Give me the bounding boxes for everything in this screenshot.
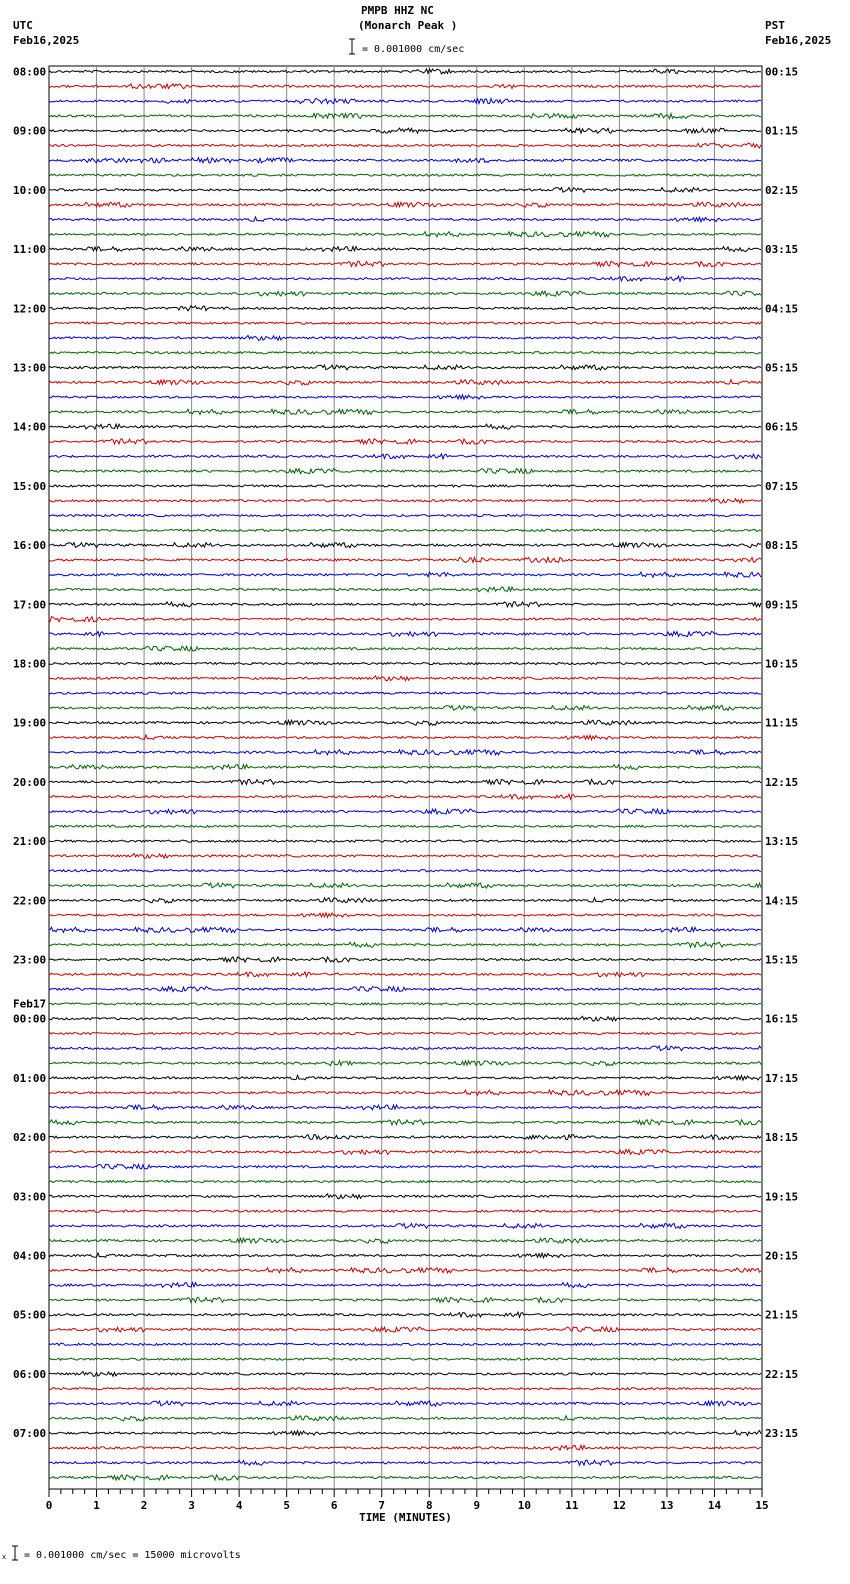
trace-54 bbox=[49, 870, 761, 872]
trace-2 bbox=[49, 99, 761, 104]
trace-35 bbox=[49, 587, 761, 592]
trace-28 bbox=[49, 485, 761, 487]
trace-67 bbox=[49, 1061, 761, 1066]
trace-93 bbox=[49, 1445, 761, 1450]
trace-4 bbox=[49, 128, 761, 133]
trace-3 bbox=[49, 113, 761, 118]
trace-73 bbox=[49, 1149, 761, 1154]
pst-label-6: 06:15 bbox=[765, 420, 799, 434]
trace-37 bbox=[49, 617, 761, 622]
pst-label-7: 07:15 bbox=[765, 479, 799, 493]
trace-61 bbox=[49, 972, 761, 977]
trace-17 bbox=[49, 322, 761, 324]
x-tick-label-15: 15 bbox=[755, 1499, 769, 1512]
trace-25 bbox=[49, 439, 761, 444]
trace-82 bbox=[49, 1283, 761, 1288]
trace-56 bbox=[49, 898, 761, 903]
trace-83 bbox=[49, 1297, 761, 1302]
trace-86 bbox=[49, 1343, 761, 1345]
trace-32 bbox=[49, 543, 761, 548]
pst-label-3: 03:15 bbox=[765, 243, 799, 257]
pst-label-4: 04:15 bbox=[765, 302, 799, 316]
pst-label-17: 17:15 bbox=[765, 1071, 799, 1085]
utc-label-14: 22:00 bbox=[13, 894, 47, 908]
trace-16 bbox=[49, 306, 761, 311]
trace-30 bbox=[49, 514, 761, 516]
trace-22 bbox=[49, 395, 761, 400]
trace-24 bbox=[49, 424, 761, 429]
trace-90 bbox=[49, 1401, 761, 1406]
x-tick-label-2: 2 bbox=[140, 1499, 148, 1512]
corner-mark: x bbox=[2, 1553, 7, 1561]
utc-label-21: 05:00 bbox=[13, 1308, 47, 1322]
pst-label-0: 00:15 bbox=[765, 65, 799, 79]
utc-label-3: 11:00 bbox=[13, 243, 47, 257]
trace-71 bbox=[49, 1120, 761, 1125]
utc-label-6: 14:00 bbox=[13, 420, 47, 434]
trace-38 bbox=[49, 631, 761, 636]
trace-91 bbox=[49, 1416, 761, 1421]
pst-label-5: 05:15 bbox=[765, 361, 799, 375]
trace-89 bbox=[49, 1388, 761, 1390]
left-date: Feb16,2025 bbox=[13, 34, 80, 47]
trace-15 bbox=[49, 291, 761, 296]
trace-13 bbox=[49, 261, 761, 266]
trace-49 bbox=[49, 794, 761, 799]
scale-legend: = 0.001000 cm/sec bbox=[362, 44, 465, 55]
trace-66 bbox=[49, 1046, 761, 1051]
trace-34 bbox=[49, 572, 761, 577]
utc-label-13: 21:00 bbox=[13, 835, 47, 849]
trace-8 bbox=[49, 188, 761, 193]
utc-label-9: 17:00 bbox=[13, 598, 47, 612]
pst-label-19: 19:15 bbox=[765, 1190, 799, 1204]
pst-label-15: 15:15 bbox=[765, 953, 799, 967]
trace-87 bbox=[49, 1358, 761, 1360]
trace-5 bbox=[49, 143, 761, 148]
trace-95 bbox=[49, 1475, 761, 1480]
pst-label-20: 20:15 bbox=[765, 1249, 799, 1263]
x-tick-label-10: 10 bbox=[517, 1499, 531, 1512]
x-tick-label-1: 1 bbox=[93, 1499, 100, 1512]
pst-label-12: 12:15 bbox=[765, 775, 799, 789]
trace-12 bbox=[49, 247, 761, 252]
utc-label-5: 13:00 bbox=[13, 361, 47, 375]
trace-81 bbox=[49, 1268, 761, 1273]
footer-scale-bar-icon bbox=[2, 1544, 22, 1562]
trace-88 bbox=[49, 1372, 761, 1377]
trace-1 bbox=[49, 84, 761, 89]
x-tick-label-6: 6 bbox=[330, 1499, 338, 1512]
trace-94 bbox=[49, 1460, 761, 1465]
pst-label-8: 08:15 bbox=[765, 539, 799, 553]
utc-label-10: 18:00 bbox=[13, 657, 47, 671]
pst-label-21: 21:15 bbox=[765, 1308, 799, 1322]
trace-60 bbox=[49, 957, 761, 962]
trace-59 bbox=[49, 942, 761, 947]
utc-label-16: 00:00 bbox=[13, 1012, 47, 1026]
pst-label-13: 13:15 bbox=[765, 835, 799, 849]
trace-77 bbox=[49, 1210, 761, 1212]
utc-label-7: 15:00 bbox=[13, 479, 47, 493]
pst-label-11: 11:15 bbox=[765, 716, 799, 730]
trace-45 bbox=[49, 735, 761, 740]
trace-84 bbox=[49, 1312, 761, 1317]
trace-55 bbox=[49, 883, 761, 888]
trace-40 bbox=[49, 662, 761, 664]
pst-label-14: 14:15 bbox=[765, 894, 799, 908]
x-tick-label-14: 14 bbox=[707, 1499, 722, 1512]
trace-11 bbox=[49, 232, 761, 237]
utc-label-12: 20:00 bbox=[13, 775, 47, 789]
x-tick-label-13: 13 bbox=[660, 1499, 674, 1512]
utc-label-0: 08:00 bbox=[13, 65, 47, 79]
pst-label-10: 10:15 bbox=[765, 657, 799, 671]
trace-42 bbox=[49, 692, 761, 694]
trace-46 bbox=[49, 750, 761, 755]
trace-23 bbox=[49, 409, 761, 414]
trace-53 bbox=[49, 854, 761, 859]
trace-10 bbox=[49, 217, 761, 222]
x-tick-label-7: 7 bbox=[378, 1499, 386, 1512]
utc-label-17: 01:00 bbox=[13, 1071, 47, 1085]
date-change-label: Feb17 bbox=[13, 997, 47, 1011]
trace-75 bbox=[49, 1180, 761, 1182]
trace-80 bbox=[49, 1253, 761, 1258]
right-date: Feb16,2025 bbox=[765, 34, 832, 47]
trace-62 bbox=[49, 987, 761, 992]
x-tick-label-5: 5 bbox=[283, 1499, 290, 1512]
utc-label-19: 03:00 bbox=[13, 1190, 47, 1204]
x-tick-label-9: 9 bbox=[473, 1499, 481, 1512]
trace-33 bbox=[49, 557, 761, 562]
x-axis-label: TIME (MINUTES) bbox=[359, 1511, 452, 1524]
pst-label-16: 16:15 bbox=[765, 1012, 799, 1026]
trace-69 bbox=[49, 1090, 761, 1095]
trace-74 bbox=[49, 1164, 761, 1169]
pst-label-23: 23:15 bbox=[765, 1427, 799, 1441]
pst-label-9: 09:15 bbox=[765, 598, 799, 612]
trace-51 bbox=[49, 825, 761, 827]
trace-31 bbox=[49, 529, 761, 531]
trace-39 bbox=[49, 646, 761, 651]
trace-50 bbox=[49, 809, 761, 814]
trace-43 bbox=[49, 705, 761, 710]
trace-48 bbox=[49, 779, 761, 784]
trace-47 bbox=[49, 765, 761, 770]
utc-label-11: 19:00 bbox=[13, 716, 47, 730]
trace-44 bbox=[49, 720, 761, 725]
trace-0 bbox=[49, 69, 761, 74]
trace-19 bbox=[49, 352, 761, 354]
trace-65 bbox=[49, 1032, 761, 1034]
trace-6 bbox=[49, 158, 761, 163]
utc-label-1: 09:00 bbox=[13, 124, 47, 138]
utc-label-4: 12:00 bbox=[13, 302, 47, 316]
pst-label-18: 18:15 bbox=[765, 1131, 799, 1145]
trace-64 bbox=[49, 1016, 761, 1021]
utc-label-15: 23:00 bbox=[13, 953, 47, 967]
trace-92 bbox=[49, 1431, 761, 1436]
pst-label-2: 02:15 bbox=[765, 183, 799, 197]
x-tick-label-0: 0 bbox=[45, 1499, 53, 1512]
station-location: (Monarch Peak ) bbox=[358, 19, 458, 32]
trace-76 bbox=[49, 1194, 761, 1199]
trace-72 bbox=[49, 1135, 761, 1140]
trace-58 bbox=[49, 927, 761, 932]
trace-9 bbox=[49, 202, 761, 207]
trace-79 bbox=[49, 1238, 761, 1243]
utc-label-18: 02:00 bbox=[13, 1131, 47, 1145]
utc-label-20: 04:00 bbox=[13, 1249, 47, 1263]
pst-label-22: 22:15 bbox=[765, 1367, 799, 1381]
trace-57 bbox=[49, 913, 761, 918]
x-tick-label-8: 8 bbox=[425, 1499, 433, 1512]
trace-29 bbox=[49, 498, 761, 503]
trace-85 bbox=[49, 1327, 761, 1332]
x-tick-label-3: 3 bbox=[188, 1499, 195, 1512]
utc-label-23: 07:00 bbox=[13, 1427, 47, 1441]
x-tick-label-4: 4 bbox=[235, 1499, 243, 1512]
trace-36 bbox=[49, 602, 761, 607]
utc-label-2: 10:00 bbox=[13, 183, 47, 197]
trace-21 bbox=[49, 380, 761, 385]
trace-41 bbox=[49, 676, 761, 681]
pst-label-1: 01:15 bbox=[765, 124, 799, 138]
trace-7 bbox=[49, 174, 761, 176]
x-tick-label-12: 12 bbox=[612, 1499, 627, 1512]
trace-14 bbox=[49, 276, 761, 281]
trace-52 bbox=[49, 840, 761, 842]
right-timezone: PST bbox=[765, 19, 785, 32]
station-title: PMPB HHZ NC bbox=[361, 4, 434, 17]
trace-78 bbox=[49, 1223, 761, 1228]
utc-label-8: 16:00 bbox=[13, 539, 47, 553]
trace-20 bbox=[49, 365, 761, 370]
trace-18 bbox=[49, 336, 761, 341]
footer-scale-legend: = 0.001000 cm/sec = 15000 microvolts bbox=[24, 1550, 241, 1561]
trace-68 bbox=[49, 1075, 761, 1080]
trace-70 bbox=[49, 1105, 761, 1110]
trace-26 bbox=[49, 454, 761, 459]
trace-63 bbox=[49, 1003, 761, 1005]
left-timezone: UTC bbox=[13, 19, 33, 32]
x-tick-label-11: 11 bbox=[565, 1499, 579, 1512]
utc-label-22: 06:00 bbox=[13, 1367, 47, 1381]
trace-27 bbox=[49, 469, 761, 474]
